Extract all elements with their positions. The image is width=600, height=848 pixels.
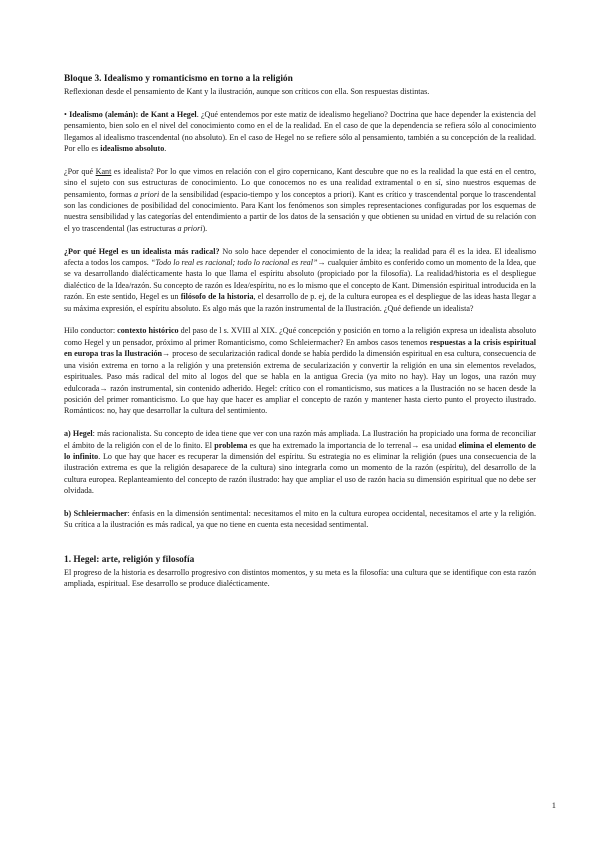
context-paragraph: Hilo conductor: contexto histórico del paso de l s. XVIII al XIX. ¿Qué concepción y posición en torno a la religión expresa un idealista absoluto como Hegel y un pensador, próximo al primer Romanticismo, como Schleiermacher? En ambos casos tenemos respuestas a la crisis espiritual en europa tras la Ilustración→ proceso de secularización radical donde se había perdido la dimensión espiritual en esa cultura, consecuencia de una visión extrema en torno a la religión y una pretensión extrema de secularización y convertir la religión en una sin elementos revelados, espirituales. Paso más radical del mito al logos del que se habla en la antigua Grecia (ya mito no hay). Hay un logos, una razón muy edulcorada→ razón instrumental, sin contenido adherido. Hegel: crítico con el romanticismo, sus matices a la Ilustración no se hacen desde la posición del primer romanticismo. Lo que hay que hacer es ampliar el concepto de razón y mantener hasta cierto punto el proyecto ilustrado. Románticos: no, hay que desarrollar la cultura del sentimiento. bbox=[64, 326, 536, 416]
kant-paragraph: ¿Por qué Kant es idealista? Por lo que vimos en relación con el giro copernicano, Kant descubre que no es la realidad la que está en el centro, sino el sujeto con sus estructuras de conocimiento. Lo que conocemos no es una realidad extramental o en sí, sino nuestros esquemas de pensamiento, formas a priori de la sensibilidad (espacio-tiempo y los conceptos a priori). Kant es crítico y trascendental porque lo trascendental son las condiciones de posibilidad del conocimiento. Para Kant los fenómenos son simples representaciones configuradas por los esquemas de nuestra sensibilidad y las categorías del entendimiento a partir de los datos de la sensación y que obtienen su unidad en virtud de su relación con el yo trascendental (las estructuras a priori). bbox=[64, 166, 537, 233]
idealism-paragraph: • Idealismo (alemán): de Kant a Hegel. ¿Qué entendemos por este matiz de idealismo hegeliano? Doctrina que hace depender la existencia del pensamiento, bien solo en el nivel del conocimiento como en el de la realidad. En el caso de que la dependencia se refiera sólo al conocimiento llegamos al idealismo trascendental (no absoluto). En el caso de Hegel no se refiere sólo al pensamiento, también a su concepción de la realidad. Por ello es idealismo absoluto. bbox=[64, 109, 537, 154]
hegel-paragraph: a) Hegel: más racionalista. Su concepto de idea tiene que ver con una razón más ampliada. La Ilustración ha propiciado una forma de reconciliar el ámbito de la religión con el de lo finito. El problema es que ha extremado la importancia de lo terrenal→ esa unidad elimina el elemento de lo infinito. Lo que hay que hacer es recuperar la dimensión del espíritu. Su estrategia no es eliminar la religión (pues una consecuencia de la ilustración extrema es que la religión desaparece de la cultura) sino integrarla como un momento de la razón (espíritu), del desarrollo de la cultura europea. Replanteamiento del concepto de razón ilustrado: hay que ampliar el uso de razón hacia su dimensión espiritual que no debe ser olvidada. bbox=[64, 429, 536, 496]
schleiermacher-paragraph: b) Schleiermacher: énfasis en la dimensión sentimental: necesitamos el mito en la cultura europea occidental, necesitamos el arte y la religión. Su crítica a la ilustración es más radical, ya que no tiene en cuenta esta necesidad sentimental. bbox=[64, 508, 536, 530]
intro-paragraph: Reflexionan desde el pensamiento de Kant y la ilustración, aunque son críticos con ella. Son respuestas distintas. bbox=[64, 87, 430, 96]
block-heading: Bloque 3. Idealismo y romanticismo en torno a la religión bbox=[64, 74, 293, 84]
document-body bbox=[64, 73, 536, 589]
progress-paragraph: El progreso de la historia es desarrollo progresivo con distintos momentos, y su meta es la filosofía: una cultura que se identifique con esta razón ampliada, espiritual. Ese desarrollo se produce dialécticamente. bbox=[64, 567, 536, 588]
page-number: 1 bbox=[551, 800, 556, 810]
section-heading: 1. Hegel: arte, religión y filosofía bbox=[64, 554, 195, 565]
hegel-radical-paragraph: ¿Por qué Hegel es un idealista más radical? No solo hace depender el conocimiento de la idea; la realidad para él es la idea. El idealismo afecta a todos los campos. “Todo lo real es racional; todo lo racional es real”→ cualquier ámbito es conferido como un momento de la Idea, que se va desarrollando dialécticamente hasta lo que llama el espíritu absoluto (propiciado por la filosofía). La realidad/historia es el despliegue dialéctico de la Idea/razón. Su concepto de razón es Idea/espíritu, no es lo mismo que el concepto de Kant. Dimensión espiritual introducida en la razón. En este sentido, Hegel es un filósofo de la historia, el desarrollo de p. ej, de la cultura europea es el despliegue de las ideas hasta llegar a su máxima expresión, el espíritu absoluto. Es algo más que la razón instrumental de la Ilustración. ¿Qué defiende un idealista? bbox=[64, 246, 537, 313]
